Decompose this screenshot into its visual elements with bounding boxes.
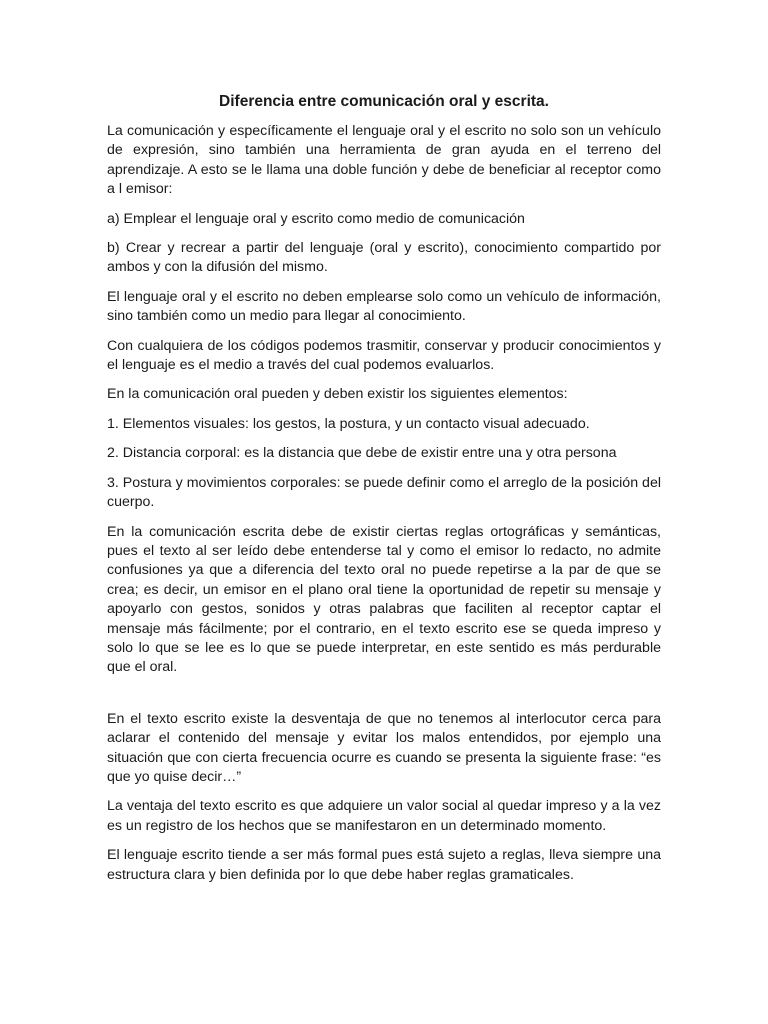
paragraph-item-a: a) Emplear el lenguaje oral y escrito como medio de comunicación: [107, 210, 525, 227]
paragraph-oral-elements: En la comunicación oral pueden y deben existir los siguientes elementos:: [107, 386, 568, 403]
paragraph-advantage: La ventaja del texto escrito es que adquiere un valor social al quedar impreso y a la vez es un registro de los hechos que se manifestaron en un determinado momento.: [107, 798, 661, 834]
paragraph-element-1: 1. Elementos visuales: los gestos, la postura, y un contacto visual adecuado.: [107, 415, 590, 432]
paragraph-intro: La comunicación y específicamente el lenguaje oral y el escrito no solo son un vehículo de expresión, sino también una herramienta de gran ayuda en el terreno del aprendizaje. A esto se le llama una doble función y debe de beneficiar al receptor como a l emisor:: [107, 123, 661, 198]
paragraph-element-3: 3. Postura y movimientos corporales: se puede definir como el arreglo de la posición del cuerpo.: [107, 474, 661, 511]
paragraph-codes: Con cualquiera de los códigos podemos trasmitir, conservar y producir conocimientos y el lenguaje es el medio a través del cual podemos evaluarlos.: [107, 337, 661, 374]
paragraph-disadvantage: En el texto escrito existe la desventaja de que no tenemos al interlocutor cerca para aclarar el contenido del mensaje y evitar los malos entendidos, por ejemplo una situación que con cierta frecuencia ocurre es cuando se presenta la siguiente frase: “es que yo quise decir…”: [107, 710, 661, 785]
paragraph-spacer: [107, 688, 661, 710]
paragraph-formal: El lenguaje escrito tiende a ser más formal pues está sujeto a reglas, lleva siempre una estructura clara y bien definida por lo que debe haber reglas gramaticales.: [107, 847, 661, 883]
paragraph-oral-written: El lenguaje oral y el escrito no deben emplearse solo como un vehículo de información, sino también como un medio para llegar al conocimiento.: [107, 288, 661, 325]
paragraph-element-2: 2. Distancia corporal: es la distancia que debe de existir entre una y otra persona: [107, 445, 617, 462]
document-title: Diferencia entre comunicación oral y escrita.: [219, 93, 549, 110]
document-page: [107, 92, 661, 895]
paragraph-item-b: b) Crear y recrear a partir del lenguaje (oral y escrito), conocimiento compartido por ambos y con la difusión del mismo.: [107, 240, 661, 276]
paragraph-written-rules: En la comunicación escrita debe de existir ciertas reglas ortográficas y semánticas, pues el texto al ser leído debe entenderse tal y como el emisor lo redacto, no admite confusiones ya que a diferencia del texto oral no puede repetirse a la par de que se crea; es decir, un emisor en el plano oral tiene la oportunidad de repetir su mensaje y apoyarlo con gestos, sonidos y otras palabras que faciliten al receptor captar el mensaje más fácilmente; por el contrario, en el texto escrito ese se queda impreso y solo lo que se lee es lo que se puede interpretar, en este sentido es más perdurable que el oral.: [107, 523, 661, 676]
